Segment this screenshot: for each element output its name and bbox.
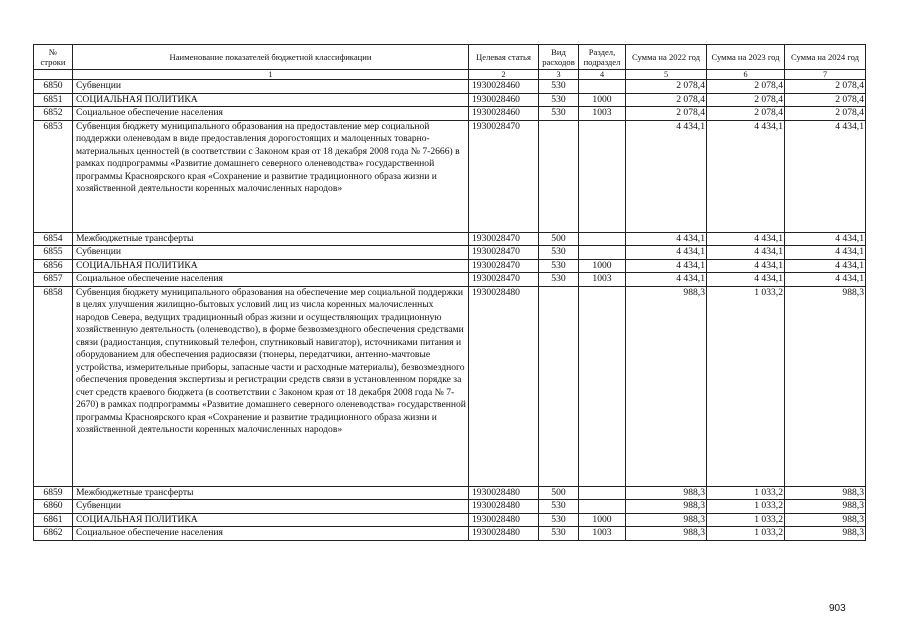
sum-2022-cell: 988,3 bbox=[626, 286, 707, 486]
sum-2023-cell: 2 078,4 bbox=[707, 93, 785, 107]
sum-2023-cell: 4 434,1 bbox=[707, 120, 785, 232]
expense-kind-cell: 500 bbox=[539, 232, 579, 246]
target-article-cell: 1930028470 bbox=[469, 259, 539, 273]
expense-kind-cell: 530 bbox=[539, 93, 579, 107]
sum-2023-cell: 1 033,2 bbox=[707, 513, 785, 527]
section-cell: 1003 bbox=[579, 107, 626, 121]
row-number-cell: 6857 bbox=[34, 273, 73, 287]
expense-kind-cell bbox=[539, 286, 579, 486]
table-row bbox=[34, 513, 866, 527]
target-article-cell: 1930028480 bbox=[469, 527, 539, 541]
sum-2024-cell: 4 434,1 bbox=[785, 120, 866, 232]
header-index-cell: 6 bbox=[707, 70, 785, 80]
target-article-cell: 1930028470 bbox=[469, 246, 539, 260]
sum-2022-cell: 4 434,1 bbox=[626, 232, 707, 246]
section-cell bbox=[579, 232, 626, 246]
sum-2022-cell: 988,3 bbox=[626, 513, 707, 527]
header-index-cell: 1 bbox=[73, 70, 469, 80]
section-cell bbox=[579, 120, 626, 232]
section-cell bbox=[579, 286, 626, 486]
section-cell: 1000 bbox=[579, 93, 626, 107]
header-section: Раздел, подраздел bbox=[579, 45, 626, 70]
row-number-cell: 6854 bbox=[34, 232, 73, 246]
indicator-name-cell: СОЦИАЛЬНАЯ ПОЛИТИКА bbox=[73, 259, 469, 273]
header-row-number: № строки bbox=[34, 45, 73, 70]
indicator-name-cell: Субвенция бюджету муниципального образования на обеспечение мер социальной поддержки в целях улучшения жилищно-бытовых условий лиц из числа коренных малочисленных народов Севера, ведущих традиционный образ жизни и осуществляющих традиционную хозяйственную деятельность (оленеводство), в форме безвозмездного обеспечения средствами связи (радиостанция, спутниковый телефон, спутниковый навигатор), источниками питания и оборудованием для обеспечения радиосвязи (тюнеры, передатчики, антенно-мачтовые устройства, измерительные приборы, запасные части и расходные материалы), безвозмездного обеспечения проведения экспертизы и регистрации средств связи в установленном порядке за счет средств краевого бюджета (в соответствии с Законом края от 18 декабря 2008 года № 7-2670) в рамках подпрограммы «Развитие домашнего северного оленеводства» государственной программы Красноярского края «Сохранение и развитие традиционного образа жизни и хозяйственной деятельности коренных малочисленных народов» bbox=[73, 286, 469, 486]
sum-2024-cell: 988,3 bbox=[785, 500, 866, 514]
sum-2024-cell: 4 434,1 bbox=[785, 232, 866, 246]
expense-kind-cell: 530 bbox=[539, 107, 579, 121]
target-article-cell: 1930028470 bbox=[469, 232, 539, 246]
sum-2022-cell: 4 434,1 bbox=[626, 246, 707, 260]
row-number-cell: 6851 bbox=[34, 93, 73, 107]
target-article-cell: 1930028480 bbox=[469, 486, 539, 500]
sum-2024-cell: 2 078,4 bbox=[785, 93, 866, 107]
row-number-cell: 6856 bbox=[34, 259, 73, 273]
sum-2024-cell: 988,3 bbox=[785, 486, 866, 500]
indicator-name-cell: Социальное обеспечение населения bbox=[73, 107, 469, 121]
sum-2022-cell: 4 434,1 bbox=[626, 259, 707, 273]
table-row bbox=[34, 259, 866, 273]
target-article-cell: 1930028470 bbox=[469, 273, 539, 287]
section-cell bbox=[579, 500, 626, 514]
indicator-name-cell: Социальное обеспечение населения bbox=[73, 527, 469, 541]
target-article-cell: 1930028480 bbox=[469, 286, 539, 486]
sum-2023-cell: 2 078,4 bbox=[707, 80, 785, 94]
table-row bbox=[34, 120, 866, 232]
expense-kind-cell: 530 bbox=[539, 80, 579, 94]
table-body bbox=[34, 80, 866, 541]
sum-2022-cell: 2 078,4 bbox=[626, 107, 707, 121]
page-number: 903 bbox=[829, 603, 846, 614]
sum-2022-cell: 988,3 bbox=[626, 527, 707, 541]
sum-2024-cell: 988,3 bbox=[785, 286, 866, 486]
sum-2023-cell: 4 434,1 bbox=[707, 259, 785, 273]
expense-kind-cell: 500 bbox=[539, 486, 579, 500]
sum-2023-cell: 1 033,2 bbox=[707, 527, 785, 541]
row-number-cell: 6861 bbox=[34, 513, 73, 527]
sum-2024-cell: 2 078,4 bbox=[785, 107, 866, 121]
sum-2024-cell: 4 434,1 bbox=[785, 259, 866, 273]
indicator-name-cell: Субвенции bbox=[73, 246, 469, 260]
target-article-cell: 1930028460 bbox=[469, 93, 539, 107]
indicator-name-cell: Субвенция бюджету муниципального образования на предоставление мер социальной поддержки оленеводам в виде предоставления дорогостоящих и малоценных товарно-материальных ценностей (в соответствии с Законом края от 18 декабря 2008 года № 7-2666) в рамках подпрограммы «Развитие домашнего северного оленеводства» государственной программы Красноярского края «Сохранение и развитие традиционного образа жизни и хозяйственной деятельности коренных малочисленных народов» bbox=[73, 120, 469, 232]
table-row bbox=[34, 93, 866, 107]
sum-2023-cell: 1 033,2 bbox=[707, 486, 785, 500]
indicator-name-cell: Субвенции bbox=[73, 500, 469, 514]
section-cell bbox=[579, 80, 626, 94]
sum-2023-cell: 4 434,1 bbox=[707, 246, 785, 260]
row-number-cell: 6853 bbox=[34, 120, 73, 232]
budget-table-sheet bbox=[33, 44, 866, 541]
sum-2022-cell: 4 434,1 bbox=[626, 120, 707, 232]
indicator-name-cell: СОЦИАЛЬНАЯ ПОЛИТИКА bbox=[73, 513, 469, 527]
sum-2024-cell: 4 434,1 bbox=[785, 273, 866, 287]
section-cell: 1003 bbox=[579, 273, 626, 287]
sum-2022-cell: 988,3 bbox=[626, 486, 707, 500]
table-row bbox=[34, 107, 866, 121]
row-number-cell: 6858 bbox=[34, 286, 73, 486]
table-row bbox=[34, 486, 866, 500]
indicator-name-cell: Межбюджетные трансферты bbox=[73, 232, 469, 246]
section-cell bbox=[579, 246, 626, 260]
header-sum-2024: Сумма на 2024 год bbox=[785, 45, 866, 70]
header-sum-2023: Сумма на 2023 год bbox=[707, 45, 785, 70]
row-number-cell: 6850 bbox=[34, 80, 73, 94]
indicator-name-cell: Межбюджетные трансферты bbox=[73, 486, 469, 500]
section-cell: 1000 bbox=[579, 259, 626, 273]
header-index-cell: 5 bbox=[626, 70, 707, 80]
target-article-cell: 1930028460 bbox=[469, 80, 539, 94]
table-row bbox=[34, 232, 866, 246]
indicator-name-cell: Субвенции bbox=[73, 80, 469, 94]
header-index-cell: 4 bbox=[579, 70, 626, 80]
table-row bbox=[34, 286, 866, 486]
header-index-cell bbox=[34, 70, 73, 80]
section-cell: 1000 bbox=[579, 513, 626, 527]
header-sum-2022: Сумма на 2022 год bbox=[626, 45, 707, 70]
budget-table bbox=[33, 44, 866, 541]
expense-kind-cell: 530 bbox=[539, 513, 579, 527]
table-row bbox=[34, 527, 866, 541]
row-number-cell: 6862 bbox=[34, 527, 73, 541]
expense-kind-cell: 530 bbox=[539, 246, 579, 260]
header-target-article: Целевая статья bbox=[469, 45, 539, 70]
expense-kind-cell: 530 bbox=[539, 273, 579, 287]
indicator-name-cell: СОЦИАЛЬНАЯ ПОЛИТИКА bbox=[73, 93, 469, 107]
header-index-cell: 3 bbox=[539, 70, 579, 80]
sum-2023-cell: 2 078,4 bbox=[707, 107, 785, 121]
sum-2022-cell: 2 078,4 bbox=[626, 80, 707, 94]
sum-2022-cell: 4 434,1 bbox=[626, 273, 707, 287]
header-indicator-name: Наименование показателей бюджетной классификации bbox=[73, 45, 469, 70]
section-cell: 1003 bbox=[579, 527, 626, 541]
header-index-cell: 7 bbox=[785, 70, 866, 80]
section-cell bbox=[579, 486, 626, 500]
sum-2023-cell: 1 033,2 bbox=[707, 500, 785, 514]
target-article-cell: 1930028470 bbox=[469, 120, 539, 232]
table-row bbox=[34, 500, 866, 514]
sum-2023-cell: 4 434,1 bbox=[707, 273, 785, 287]
sum-2023-cell: 4 434,1 bbox=[707, 232, 785, 246]
sum-2024-cell: 988,3 bbox=[785, 513, 866, 527]
row-number-cell: 6855 bbox=[34, 246, 73, 260]
table-row bbox=[34, 246, 866, 260]
sum-2022-cell: 2 078,4 bbox=[626, 93, 707, 107]
expense-kind-cell: 530 bbox=[539, 527, 579, 541]
sum-2024-cell: 4 434,1 bbox=[785, 246, 866, 260]
target-article-cell: 1930028480 bbox=[469, 513, 539, 527]
sum-2022-cell: 988,3 bbox=[626, 500, 707, 514]
expense-kind-cell bbox=[539, 120, 579, 232]
expense-kind-cell: 530 bbox=[539, 500, 579, 514]
row-number-cell: 6859 bbox=[34, 486, 73, 500]
row-number-cell: 6860 bbox=[34, 500, 73, 514]
target-article-cell: 1930028480 bbox=[469, 500, 539, 514]
table-row bbox=[34, 273, 866, 287]
header-index-cell: 2 bbox=[469, 70, 539, 80]
indicator-name-cell: Социальное обеспечение населения bbox=[73, 273, 469, 287]
sum-2023-cell: 1 033,2 bbox=[707, 286, 785, 486]
sum-2024-cell: 2 078,4 bbox=[785, 80, 866, 94]
table-row bbox=[34, 80, 866, 94]
expense-kind-cell: 530 bbox=[539, 259, 579, 273]
target-article-cell: 1930028460 bbox=[469, 107, 539, 121]
header-expense-kind: Вид расходов bbox=[539, 45, 579, 70]
row-number-cell: 6852 bbox=[34, 107, 73, 121]
sum-2024-cell: 988,3 bbox=[785, 527, 866, 541]
